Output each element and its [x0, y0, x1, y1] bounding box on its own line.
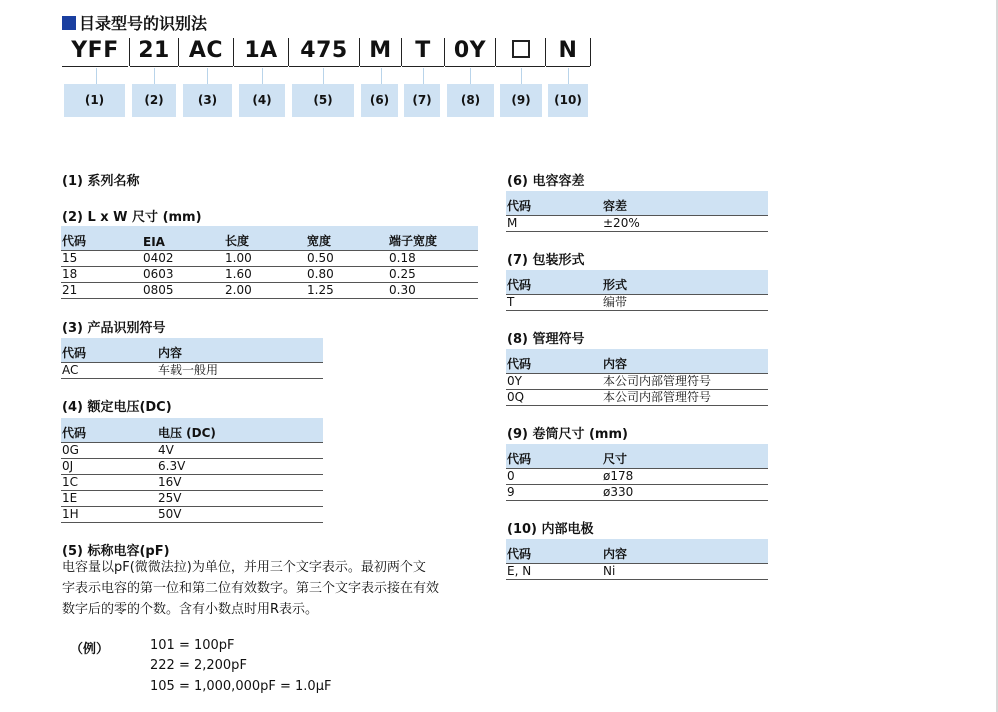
connector-line — [262, 68, 263, 84]
table-row: AC 车载一般用 — [61, 363, 323, 379]
table-row: 0J 6.3V — [61, 459, 323, 475]
table-header-row: 代码 EIA 长度 宽度 端子宽度 — [61, 226, 478, 251]
code-segment: 0Y — [445, 36, 495, 67]
segment-label: (3) — [183, 84, 232, 117]
table-header-row: 代码 容差 — [506, 191, 768, 216]
segment-label: (8) — [447, 84, 494, 117]
segment-label: (6) — [361, 84, 398, 117]
connector-line — [207, 68, 208, 84]
section-title-capacitance: (5) 标称电容(pF) — [62, 544, 170, 559]
heading-square-icon — [62, 16, 76, 30]
code-segment: M — [360, 36, 401, 67]
segment-label: (2) — [132, 84, 176, 117]
table-row: 1H 50V — [61, 507, 323, 523]
connector-line — [470, 68, 471, 84]
page-title: 目录型号的识别法 — [79, 14, 208, 33]
table-row: M ±20% — [506, 216, 768, 232]
section-title-electrode: (10) 内部电极 — [507, 522, 594, 537]
table-row: 0Q 本公司内部管理符号 — [506, 390, 768, 406]
table-header-row: 代码 内容 — [506, 349, 768, 374]
connector-line — [521, 68, 522, 84]
section-title-voltage: (4) 额定电压(DC) — [62, 400, 172, 415]
voltage-table — [61, 418, 323, 523]
section-title-tolerance: (6) 电容容差 — [507, 174, 585, 189]
section-title-size: (2) L x W 尺寸 (mm) — [62, 210, 202, 225]
packaging-table — [506, 270, 768, 311]
connector-line — [423, 68, 424, 84]
segment-label: (1) — [64, 84, 125, 117]
segment-label: (5) — [292, 84, 354, 117]
example-line: 101 = 100pF — [150, 638, 235, 653]
code-segment: 21 — [130, 36, 178, 67]
electrode-table — [506, 539, 768, 580]
table-row: 1E 25V — [61, 491, 323, 507]
blank-box-icon — [512, 40, 530, 58]
table-header-row: 代码 内容 — [506, 539, 768, 564]
table-row: 0Y 本公司内部管理符号 — [506, 374, 768, 390]
identifier-table — [61, 338, 323, 379]
code-segment: AC — [179, 36, 233, 67]
code-segment: YFF — [62, 36, 128, 67]
table-row: 9 ø330 — [506, 485, 768, 501]
example-line: 105 = 1,000,000pF = 1.0μF — [150, 679, 332, 694]
table-header-row: 代码 内容 — [61, 338, 323, 363]
table-row: 15 0402 1.00 0.50 0.18 — [61, 251, 478, 267]
table-row: 18 0603 1.60 0.80 0.25 — [61, 267, 478, 283]
code-segment-placeholder — [496, 36, 545, 67]
connector-line — [96, 68, 97, 84]
tolerance-table — [506, 191, 768, 232]
code-separator — [590, 38, 591, 66]
example-line: 222 = 2,200pF — [150, 658, 247, 673]
size-table — [61, 226, 478, 299]
table-header-row: 代码 尺寸 — [506, 444, 768, 469]
code-segment: 475 — [289, 36, 359, 67]
code-segment: 1A — [234, 36, 288, 67]
connector-line — [381, 68, 382, 84]
table-row: E, N Ni — [506, 564, 768, 580]
table-row: 1C 16V — [61, 475, 323, 491]
management-table — [506, 349, 768, 406]
segment-label: (9) — [500, 84, 542, 117]
reel-table — [506, 444, 768, 501]
table-row: 0 ø178 — [506, 469, 768, 485]
connector-line — [568, 68, 569, 84]
connector-line — [323, 68, 324, 84]
section-title-reel: (9) 卷筒尺寸 (mm) — [507, 427, 628, 442]
segment-label: (10) — [548, 84, 588, 117]
table-header-row: 代码 电压 (DC) — [61, 418, 323, 443]
section-title-identifier: (3) 产品识别符号 — [62, 321, 166, 336]
connector-line — [154, 68, 155, 84]
section-title-management: (8) 管理符号 — [507, 332, 585, 347]
segment-label: (4) — [239, 84, 285, 117]
section-title-packaging: (7) 包装形式 — [507, 253, 585, 268]
table-row: 21 0805 2.00 1.25 0.30 — [61, 283, 478, 299]
section-title-series: (1) 系列名称 — [62, 174, 140, 189]
code-segment: N — [546, 36, 590, 67]
example-label: （例） — [70, 642, 110, 657]
table-row: 0G 4V — [61, 443, 323, 459]
page-heading — [62, 11, 207, 34]
segment-label: (7) — [404, 84, 440, 117]
code-segment: T — [402, 36, 444, 67]
table-row: T 编带 — [506, 295, 768, 311]
capacitance-description: 电容量以pF(微微法拉)为单位，并用三个文字表示。最初两个文 字表示电容的第一位和第二位有效数字。第三个文字表示接在有效 数字后的零的个数。含有小数点时用R表示。 — [62, 560, 440, 617]
table-header-row: 代码 形式 — [506, 270, 768, 295]
